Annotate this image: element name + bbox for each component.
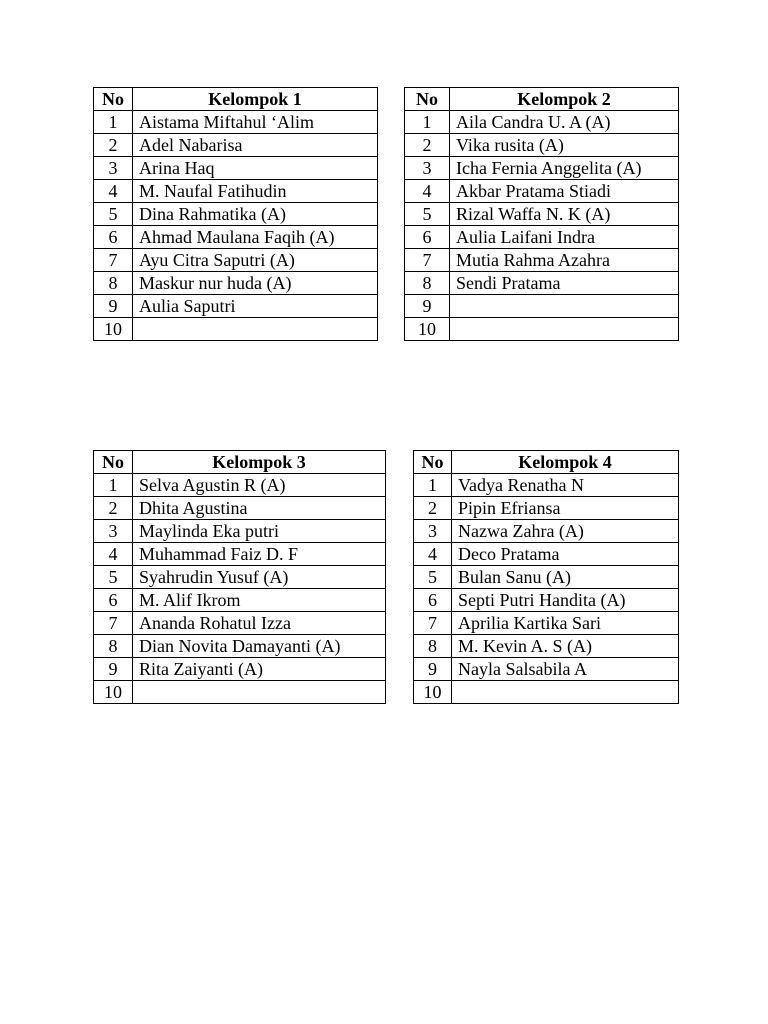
header-row [94,451,386,474]
table-row [94,566,386,589]
row-number: 2 [94,134,133,157]
row-number: 1 [94,474,133,497]
member-name: Mutia Rahma Azahra [450,249,679,272]
member-name: Aulia Laifani Indra [450,226,679,249]
header-row [405,88,679,111]
table-row [414,681,679,704]
member-name: Dhita Agustina [133,497,386,520]
row-number: 3 [414,520,452,543]
member-name: Adel Nabarisa [133,134,378,157]
row-number: 6 [414,589,452,612]
row-number: 4 [405,180,450,203]
header-row [414,451,679,474]
member-name: Akbar Pratama Stiadi [450,180,679,203]
group-table-1 [93,87,378,341]
group-title: Kelompok 1 [133,88,378,111]
table-row [405,226,679,249]
row-number: 8 [405,272,450,295]
member-name: Septi Putri Handita (A) [452,589,679,612]
row-number: 10 [94,681,133,704]
member-name [133,318,378,341]
table-row [94,203,378,226]
group-title: Kelompok 3 [133,451,386,474]
table-row [94,543,386,566]
row-number: 8 [94,635,133,658]
row-number: 2 [414,497,452,520]
member-name: Bulan Sanu (A) [452,566,679,589]
row-number: 6 [405,226,450,249]
group-title: Kelompok 2 [450,88,679,111]
member-name [452,681,679,704]
member-name: Rizal Waffa N. K (A) [450,203,679,226]
member-name: Nazwa Zahra (A) [452,520,679,543]
row-number: 5 [94,203,133,226]
table-row [94,497,386,520]
table-row [414,474,679,497]
row-number: 1 [94,111,133,134]
member-name: Vadya Renatha N [452,474,679,497]
group-table-2 [404,87,679,341]
table-row [405,134,679,157]
table-row [94,111,378,134]
table-row [414,566,679,589]
member-name: M. Kevin A. S (A) [452,635,679,658]
no-header: No [94,451,133,474]
row-number: 8 [94,272,133,295]
table-row [405,272,679,295]
no-header: No [414,451,452,474]
member-name: Dina Rahmatika (A) [133,203,378,226]
table-row [94,134,378,157]
member-name: Selva Agustin R (A) [133,474,386,497]
member-name: Vika rusita (A) [450,134,679,157]
table-row [94,180,378,203]
table-row [94,658,386,681]
member-name [450,295,679,318]
table-row [414,635,679,658]
table-row [414,543,679,566]
row-number: 3 [405,157,450,180]
table-row [405,318,679,341]
row-number: 9 [414,658,452,681]
member-name: Nayla Salsabila A [452,658,679,681]
table-row [94,157,378,180]
member-name: Aprilia Kartika Sari [452,612,679,635]
row-number: 9 [405,295,450,318]
table-row [414,658,679,681]
member-name: Muhammad Faiz D. F [133,543,386,566]
member-name: M. Alif Ikrom [133,589,386,612]
member-name: Syahrudin Yusuf (A) [133,566,386,589]
member-name: Dian Novita Damayanti (A) [133,635,386,658]
row-number: 4 [414,543,452,566]
member-name: Ahmad Maulana Faqih (A) [133,226,378,249]
row-number: 5 [414,566,452,589]
no-header: No [94,88,133,111]
row-number: 2 [405,134,450,157]
table-row [94,681,386,704]
row-number: 7 [405,249,450,272]
row-number: 7 [94,612,133,635]
row-number: 5 [405,203,450,226]
table-row [94,589,386,612]
table-row [94,272,378,295]
row-number: 4 [94,180,133,203]
row-number: 7 [414,612,452,635]
member-name: Aulia Saputri [133,295,378,318]
group-title: Kelompok 4 [452,451,679,474]
table-row [405,157,679,180]
member-name [133,681,386,704]
row-number: 10 [94,318,133,341]
member-name: Aila Candra U. A (A) [450,111,679,134]
table-row [94,249,378,272]
table-row [94,295,378,318]
row-number: 3 [94,157,133,180]
table-row [405,249,679,272]
row-number: 9 [94,658,133,681]
row-number: 3 [94,520,133,543]
table-row [405,295,679,318]
member-name: Arina Haq [133,157,378,180]
group-table-3 [93,450,386,704]
no-header: No [405,88,450,111]
table-row [405,180,679,203]
group-table-4 [413,450,679,704]
row-number: 5 [94,566,133,589]
member-name: Deco Pratama [452,543,679,566]
table-row [414,497,679,520]
row-number: 6 [94,226,133,249]
member-name: Sendi Pratama [450,272,679,295]
table-row [405,203,679,226]
row-number: 4 [94,543,133,566]
row-number: 8 [414,635,452,658]
table-row [94,520,386,543]
member-name: Aistama Miftahul ‘Alim [133,111,378,134]
table-row [414,520,679,543]
member-name: Icha Fernia Anggelita (A) [450,157,679,180]
row-number: 9 [94,295,133,318]
member-name: Rita Zaiyanti (A) [133,658,386,681]
table-row [94,226,378,249]
member-name: M. Naufal Fatihudin [133,180,378,203]
member-name: Ayu Citra Saputri (A) [133,249,378,272]
row-number: 6 [94,589,133,612]
table-row [94,474,386,497]
header-row [94,88,378,111]
table-row [94,612,386,635]
row-number: 7 [94,249,133,272]
row-number: 1 [414,474,452,497]
member-name: Pipin Efriansa [452,497,679,520]
table-row [94,635,386,658]
table-row [414,589,679,612]
row-number: 1 [405,111,450,134]
row-number: 10 [414,681,452,704]
row-number: 10 [405,318,450,341]
member-name [450,318,679,341]
member-name: Maylinda Eka putri [133,520,386,543]
row-number: 2 [94,497,133,520]
member-name: Ananda Rohatul Izza [133,612,386,635]
table-row [405,111,679,134]
table-row [94,318,378,341]
member-name: Maskur nur huda (A) [133,272,378,295]
table-row [414,612,679,635]
